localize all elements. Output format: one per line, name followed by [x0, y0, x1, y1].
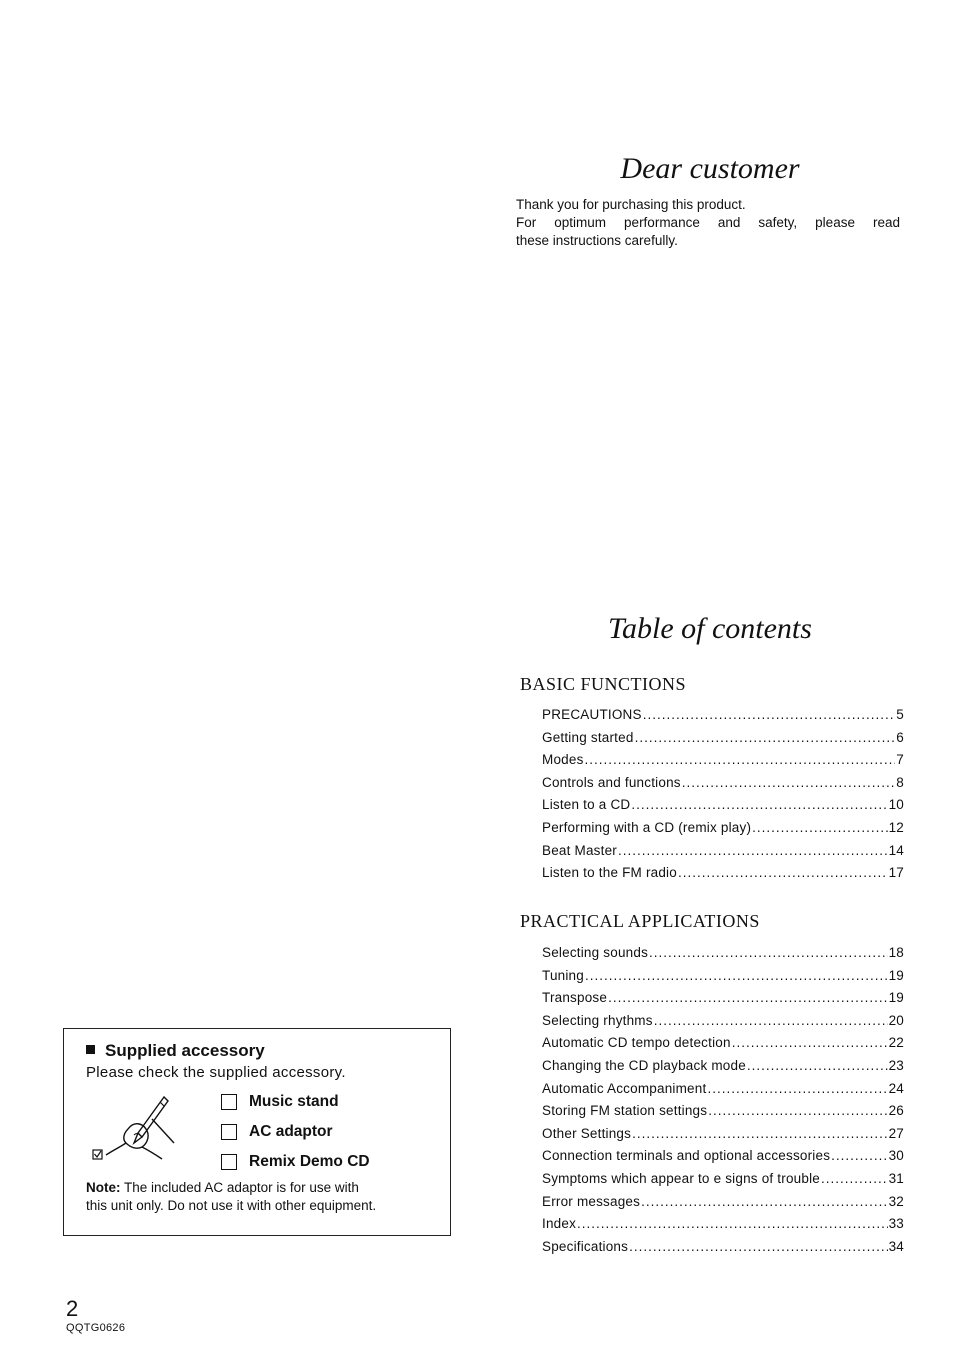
- dot-leader: [635, 727, 896, 750]
- toc-entry-label: Selecting sounds: [542, 945, 649, 960]
- toc-entry[interactable]: [542, 1236, 904, 1259]
- toc-entry[interactable]: [542, 1032, 904, 1055]
- toc-entry-page: 10: [888, 797, 904, 813]
- toc-list-practical: [542, 942, 904, 1258]
- dot-leader: [608, 987, 887, 1010]
- toc-entry[interactable]: [542, 1100, 904, 1123]
- toc-entry-page: 32: [888, 1193, 904, 1209]
- dot-leader: [629, 1236, 887, 1259]
- toc-entry[interactable]: [542, 1191, 904, 1214]
- accessory-title-text: Supplied accessory: [105, 1041, 265, 1060]
- accessory-subtitle: Please check the supplied accessory.: [86, 1064, 346, 1081]
- accessory-note-line: [86, 1179, 432, 1197]
- toc-entry-page: 5: [896, 707, 904, 722]
- dot-leader: [631, 794, 887, 817]
- dot-leader: [643, 704, 896, 727]
- toc-entry-page: 34: [888, 1238, 904, 1254]
- checkbox-icon[interactable]: [221, 1124, 237, 1140]
- toc-entry-label: Modes: [542, 752, 584, 768]
- document-code: QQTG0626: [66, 1322, 126, 1334]
- dear-customer-line: these instructions carefully.: [516, 233, 678, 248]
- toc-entry-label: Other Settings: [542, 1125, 632, 1141]
- toc-entry-label: Index: [542, 1216, 577, 1232]
- toc-entry[interactable]: [542, 1168, 904, 1191]
- toc-entry-page: 7: [896, 752, 904, 768]
- toc-entry[interactable]: [542, 965, 904, 988]
- toc-entry-page: 23: [888, 1057, 904, 1073]
- toc-entry-label: Listen to a CD: [542, 797, 631, 813]
- toc-entry-page: 33: [888, 1216, 904, 1232]
- toc-entry[interactable]: [542, 1055, 904, 1078]
- toc-entry[interactable]: [542, 987, 904, 1010]
- dot-leader: [678, 862, 888, 885]
- accessory-note-line: this unit only. Do not use it with other equipment.: [86, 1198, 377, 1213]
- toc-entry[interactable]: [542, 817, 904, 840]
- checkbox-icon[interactable]: [221, 1094, 237, 1110]
- toc-entry-page: 6: [896, 729, 904, 745]
- toc-entry-page: 12: [888, 819, 904, 835]
- toc-entry[interactable]: [542, 727, 904, 750]
- dot-leader: [577, 1213, 888, 1236]
- toc-entry-page: 26: [888, 1103, 904, 1119]
- dear-customer-title: Dear customer: [620, 152, 800, 185]
- dot-leader: [821, 1168, 888, 1191]
- dear-customer-line: Thank you for purchasing this product.: [516, 197, 746, 212]
- dot-leader: [707, 1078, 887, 1101]
- dot-leader: [585, 965, 888, 988]
- accessory-item-remix-demo-cd[interactable]: [221, 1153, 370, 1171]
- toc-entry[interactable]: [542, 942, 904, 965]
- toc-entry[interactable]: [542, 704, 904, 727]
- toc-entry-label: Tuning: [542, 967, 584, 983]
- accessory-item-label: Music stand: [249, 1093, 339, 1110]
- toc-entry-label: Symptoms which appear to e signs of trouble: [542, 1170, 820, 1186]
- toc-entry[interactable]: [542, 772, 904, 795]
- toc-entry-page: 17: [888, 865, 904, 881]
- toc-entry-page: 8: [896, 774, 904, 790]
- toc-entry-label: Controls and functions: [542, 774, 681, 790]
- dot-leader: [752, 817, 887, 840]
- toc-entry-page: 27: [888, 1125, 904, 1141]
- note-text: The included AC adaptor is for use with: [120, 1180, 359, 1195]
- toc-entry-label: Selecting rhythms: [542, 1012, 653, 1028]
- toc-entry[interactable]: [542, 1145, 904, 1168]
- dot-leader: [618, 840, 888, 863]
- section-heading-practical: PRACTICAL APPLICATIONS: [520, 911, 760, 931]
- dot-leader: [682, 772, 896, 795]
- dot-leader: [831, 1145, 887, 1168]
- toc-entry-label: Getting started: [542, 729, 634, 745]
- toc-entry-page: 19: [888, 990, 904, 1006]
- toc-entry-label: Error messages: [542, 1193, 641, 1209]
- toc-entry-page: 20: [888, 1012, 904, 1028]
- dot-leader: [585, 749, 896, 772]
- toc-list-basic: [542, 704, 904, 885]
- toc-entry[interactable]: [542, 1123, 904, 1146]
- toc-entry-page: 18: [888, 945, 904, 960]
- toc-entry-label: Automatic CD tempo detection: [542, 1035, 731, 1051]
- toc-entry[interactable]: [542, 1078, 904, 1101]
- toc-entry[interactable]: [542, 862, 904, 885]
- note-label: Note:: [86, 1180, 121, 1195]
- dear-customer-line: For optimum performance and safety, please read: [516, 215, 900, 230]
- toc-entry-label: PRECAUTIONS: [542, 707, 642, 722]
- dot-leader: [649, 942, 888, 965]
- dot-leader: [708, 1100, 887, 1123]
- toc-entry[interactable]: [542, 1213, 904, 1236]
- toc-entry[interactable]: [542, 840, 904, 863]
- toc-entry-label: Performing with a CD (remix play): [542, 819, 752, 835]
- page-number: 2: [66, 1296, 79, 1321]
- accessory-item-ac-adaptor[interactable]: [221, 1123, 333, 1141]
- checkbox-icon[interactable]: [221, 1154, 237, 1170]
- pen-checkmark-icon: [90, 1093, 190, 1173]
- toc-entry[interactable]: [542, 794, 904, 817]
- dot-leader: [732, 1032, 888, 1055]
- toc-entry-label: Beat Master: [542, 842, 617, 858]
- toc-entry-label: Automatic Accompaniment: [542, 1080, 707, 1096]
- toc-entry[interactable]: [542, 1010, 904, 1033]
- toc-entry-label: Transpose: [542, 990, 608, 1006]
- toc-entry[interactable]: [542, 749, 904, 772]
- accessory-item-label: Remix Demo CD: [249, 1153, 370, 1170]
- toc-entry-page: 19: [888, 967, 904, 983]
- accessory-title: [86, 1041, 265, 1061]
- accessory-item-label: AC adaptor: [249, 1123, 333, 1140]
- toc-title: Table of contents: [608, 612, 812, 645]
- toc-entry-page: 30: [888, 1148, 904, 1164]
- toc-entry-label: Specifications: [542, 1238, 629, 1254]
- dot-leader: [747, 1055, 888, 1078]
- toc-entry-label: Connection terminals and optional accessories: [542, 1148, 831, 1164]
- toc-entry-label: Storing FM station settings: [542, 1103, 708, 1119]
- toc-entry-page: 22: [888, 1035, 904, 1051]
- square-bullet-icon: [86, 1045, 95, 1054]
- dear-customer-body: [516, 196, 900, 250]
- toc-entry-label: Listen to the FM radio: [542, 865, 677, 881]
- section-heading-basic: BASIC FUNCTIONS: [520, 674, 687, 694]
- toc-entry-label: Changing the CD playback mode: [542, 1057, 746, 1073]
- toc-entry-page: 31: [888, 1170, 904, 1186]
- toc-entry-page: 24: [888, 1080, 904, 1096]
- accessory-item-music-stand[interactable]: [221, 1093, 339, 1111]
- supplied-accessory-box: [63, 1028, 451, 1236]
- toc-entry-page: 14: [888, 842, 904, 858]
- dot-leader: [632, 1123, 887, 1146]
- dot-leader: [641, 1191, 888, 1214]
- dot-leader: [654, 1010, 888, 1033]
- accessory-note: [86, 1179, 432, 1215]
